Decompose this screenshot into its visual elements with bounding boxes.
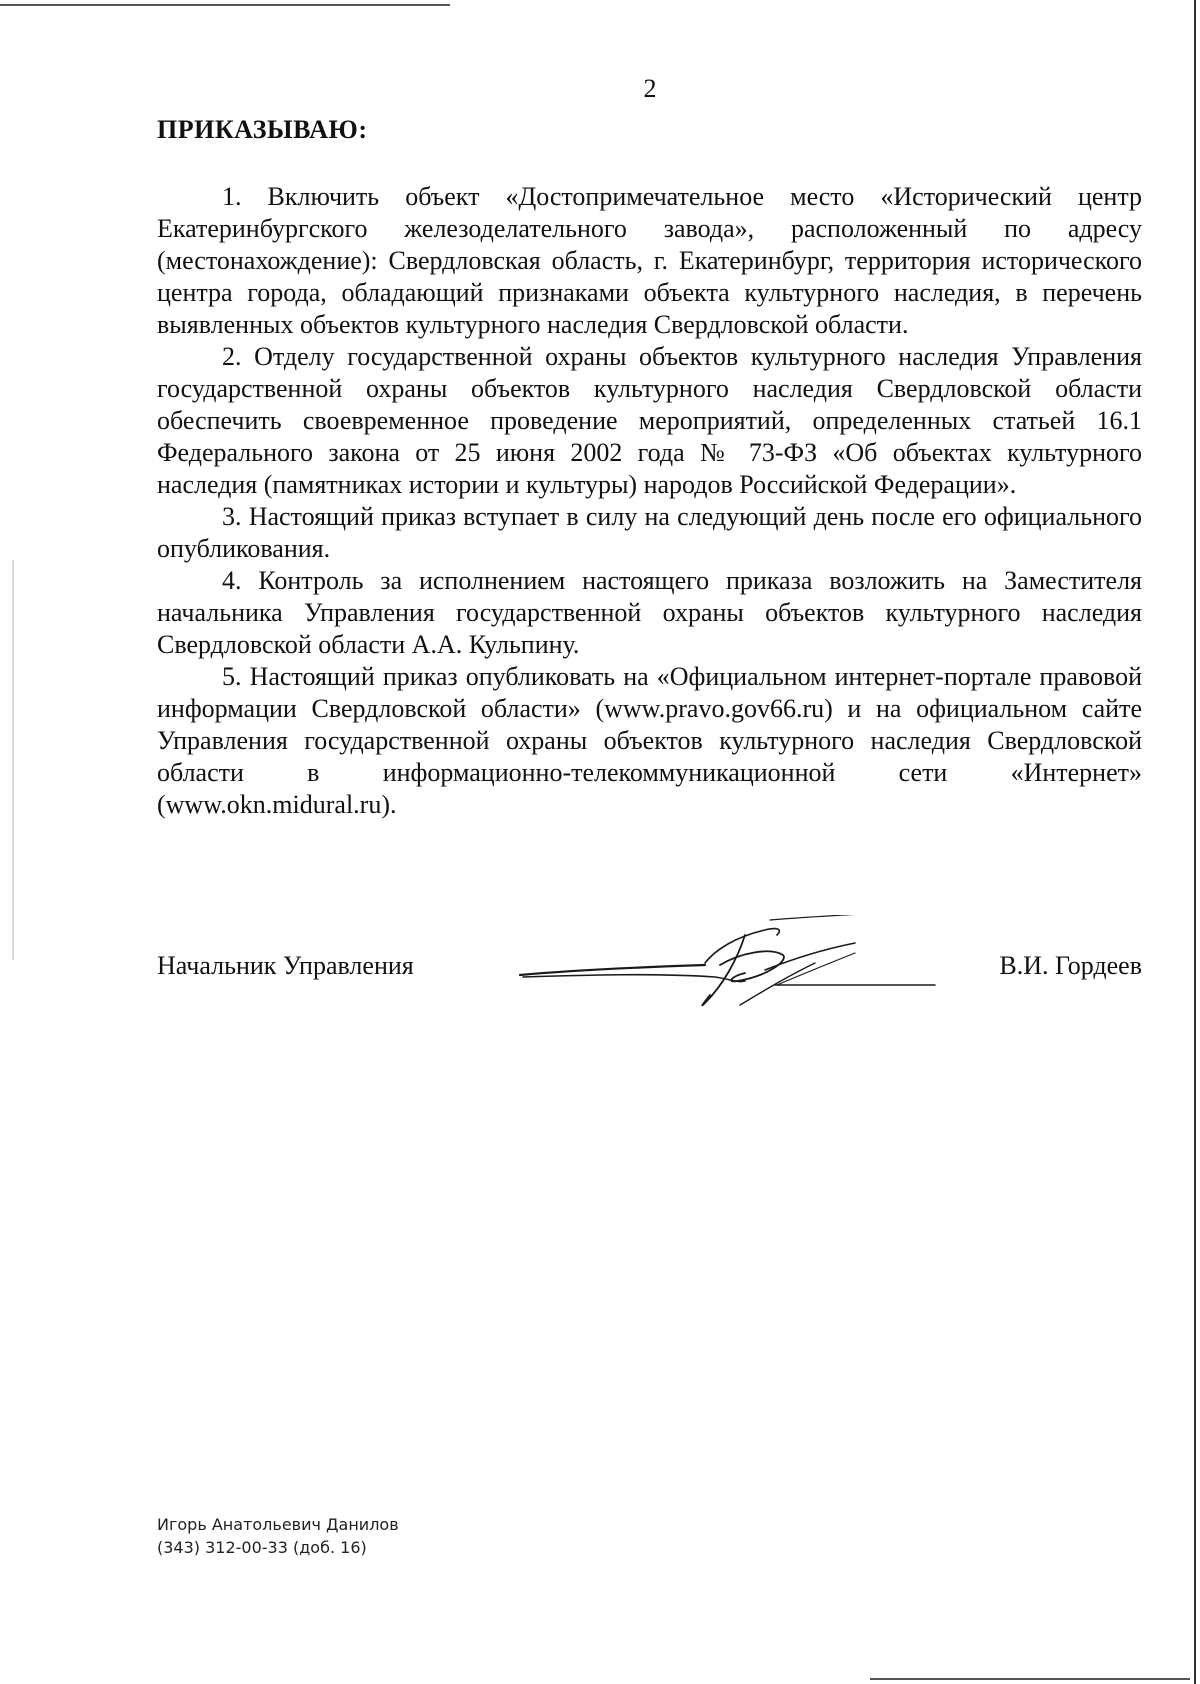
contact-block: [157, 1513, 399, 1559]
order-item-2: 2. Отделу государственной охраны объектов культурного наследия Управления государственной охраны объектов культурного наследия Свердловской области обеспечить своевременное проведение мероприятий, определенных статьей 16.1 Федерального закона от 25 июня 2002 года № 73-ФЗ «Об объектах культурного наследия (памятниках истории и культуры) народов Российской Федерации».: [157, 342, 1142, 499]
scan-edge-left: [12, 560, 14, 960]
scan-edge-bottom: [870, 1678, 1190, 1680]
contact-phone: (343) 312-00-33 (доб. 16): [157, 1538, 367, 1557]
order-item-1: 1. Включить объект «Достопримечательное место «Исторический центр Екатеринбургского железоделательного завода», расположенный по адресу (местонахождение): Свердловская область, г. Екатеринбург, территория исторического центра города, обладающий признаками объекта культурного наследия, в перечень выявленных объектов культурного наследия Свердловской области.: [157, 182, 1142, 339]
order-item-3: 3. Настоящий приказ вступает в силу на следующий день после его официального опубликования.: [157, 502, 1142, 563]
order-item-4: 4. Контроль за исполнением настоящего приказа возложить на Заместителя начальника Управления государственной охраны объектов культурного наследия Свердловской области А.А. Кульпину.: [157, 566, 1142, 659]
page-number: 2: [643, 74, 657, 103]
signature-block: [157, 951, 1142, 991]
order-body: [157, 181, 1142, 821]
order-heading: ПРИКАЗЫВАЮ:: [157, 115, 368, 144]
contact-person: Игорь Анатольевич Данилов: [157, 1515, 399, 1534]
scan-edge-right: [1194, 0, 1196, 1684]
signatory-name: В.И. Гордеев: [999, 951, 1142, 980]
signatory-position: Начальник Управления: [157, 951, 414, 980]
scan-edge-top: [0, 4, 450, 6]
order-item-5: 5. Настоящий приказ опубликовать на «Официальном интернет-портале правовой информации Свердловской области» (www.pravo.gov66.ru) и на официальном сайте Управления государственной охраны объектов культурного наследия Свердловской области в информационно-телекоммуникационной сети «Интернет» (www.okn.midural.ru).: [157, 662, 1142, 819]
